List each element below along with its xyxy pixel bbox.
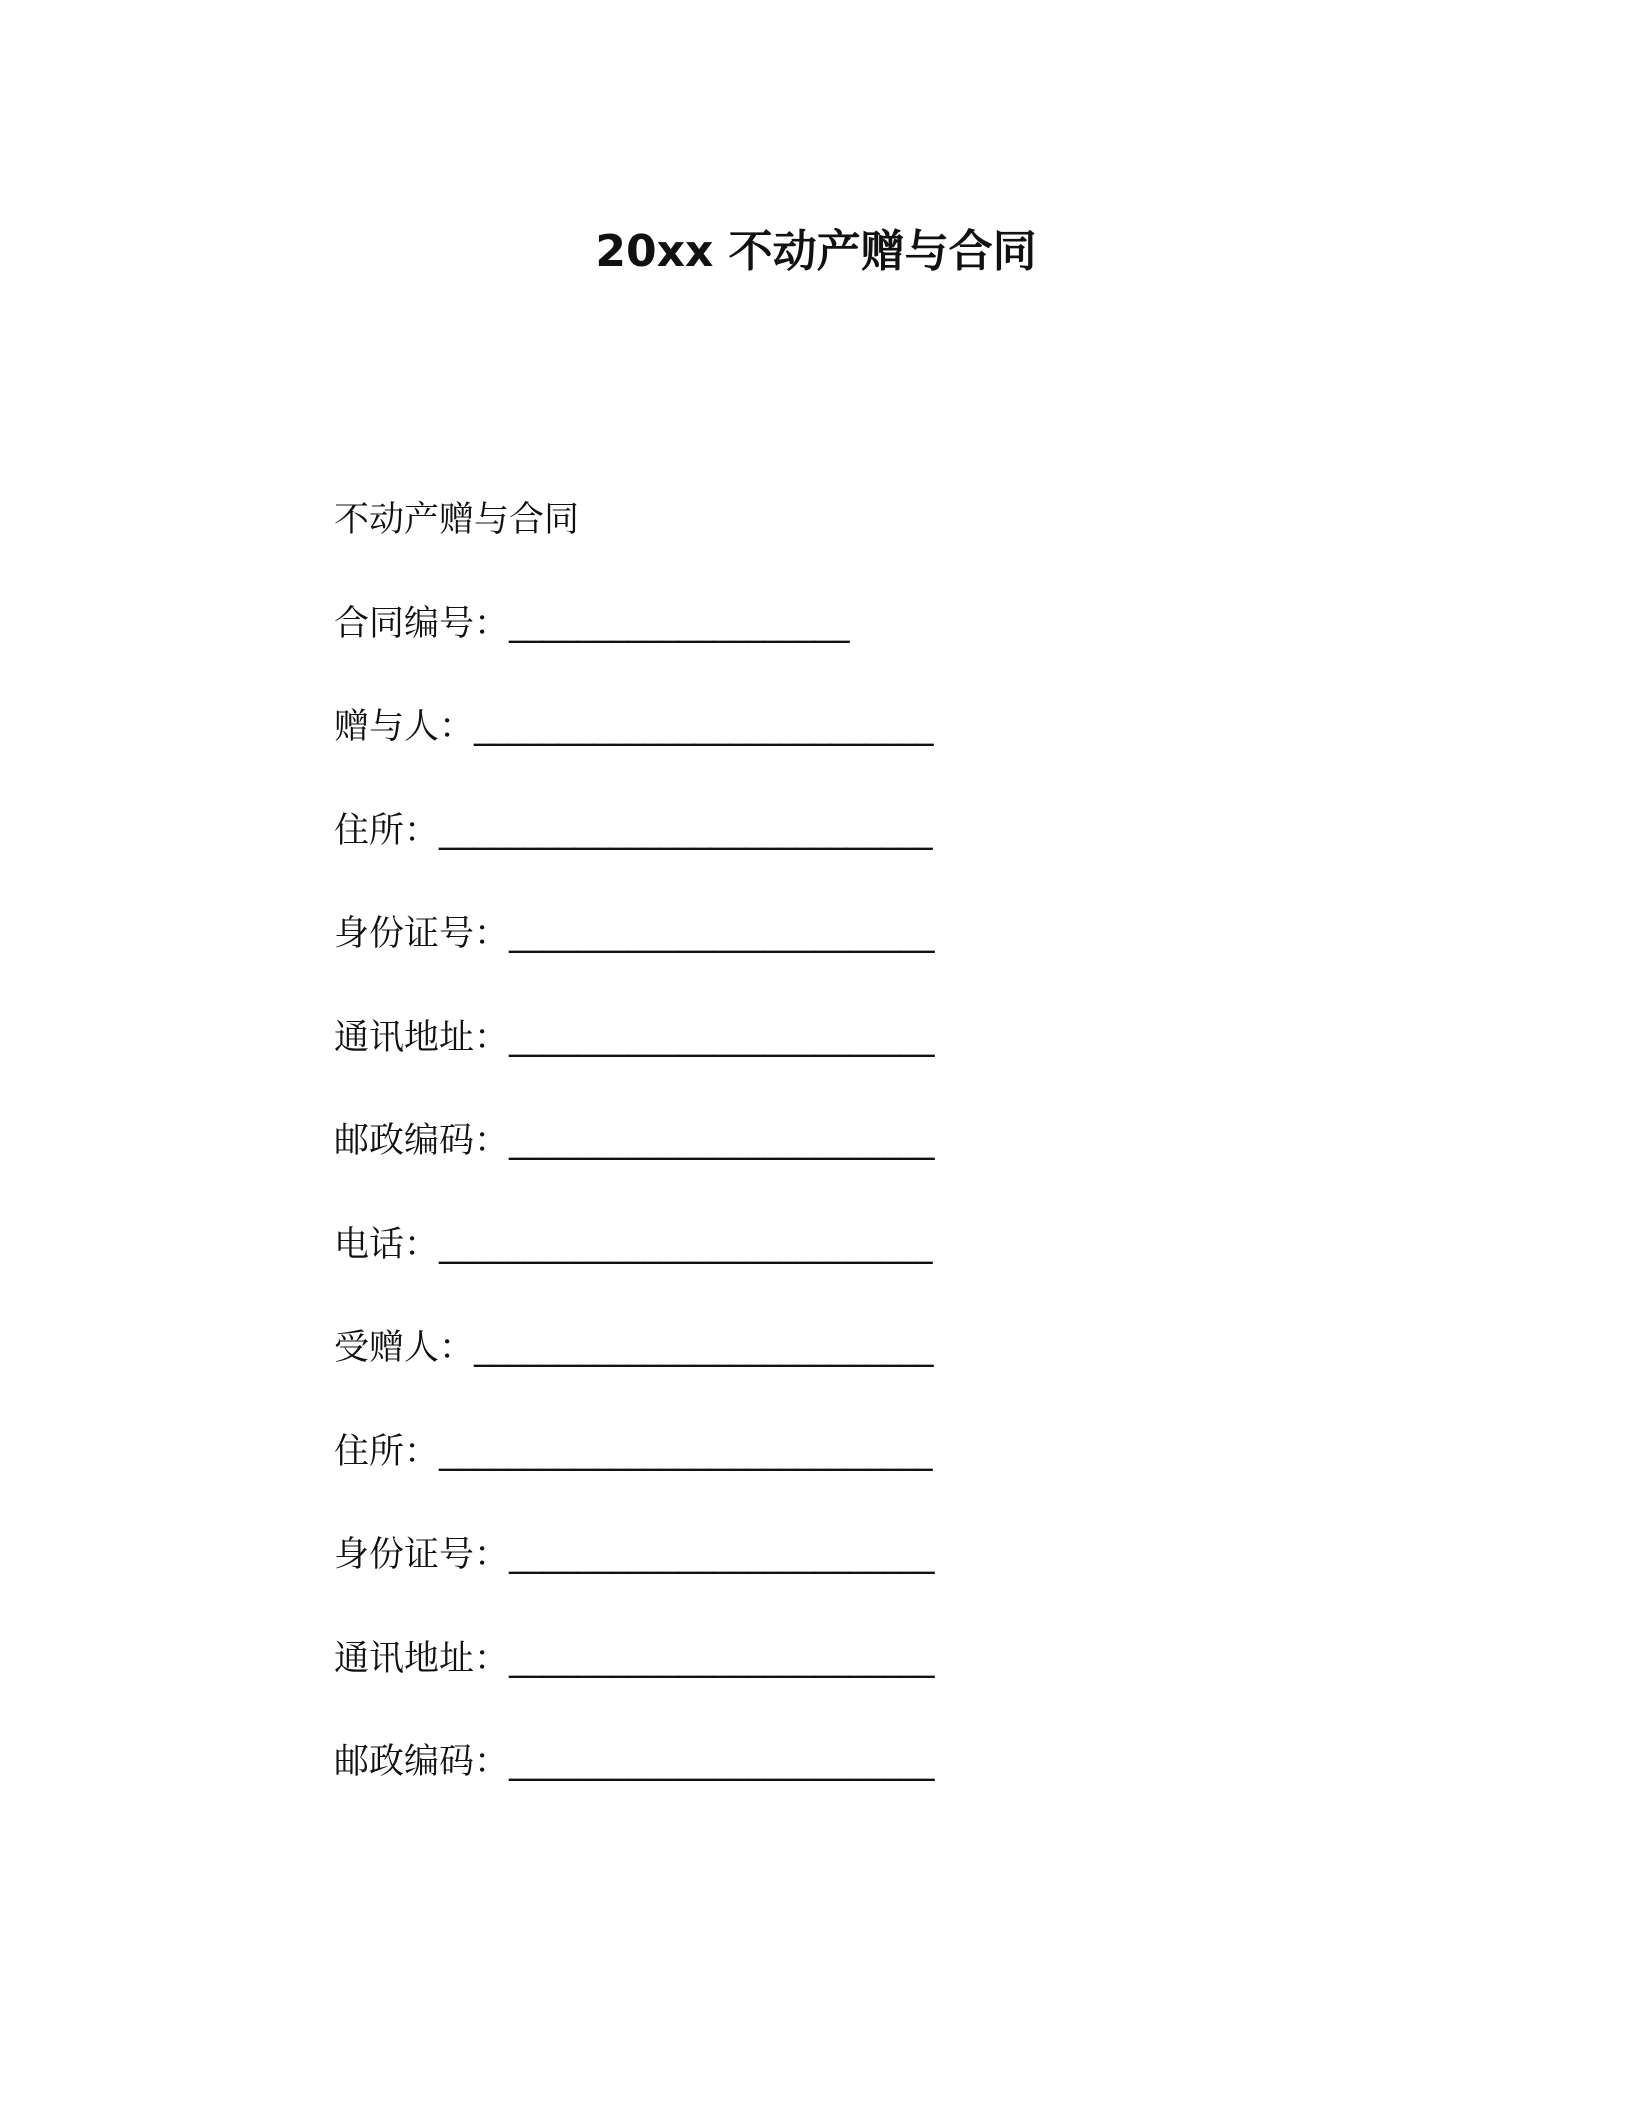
field-donor-mailing-address xyxy=(334,1013,1434,1117)
document-subtitle: 不动产赠与合同 xyxy=(334,500,580,540)
field-blank: _____________________________ xyxy=(439,810,933,851)
field-donee-id-number xyxy=(334,1530,1434,1634)
field-label: 住所： xyxy=(334,810,440,851)
field-donee-postal-code xyxy=(334,1737,1434,1841)
field-donor-postal-code xyxy=(334,1116,1434,1220)
field-label: 通讯地址： xyxy=(334,1638,510,1679)
field-label: 身份证号： xyxy=(334,1535,510,1575)
document-title: 20xx 不动产赠与合同 xyxy=(595,226,1037,277)
field-blank: _____________________________ xyxy=(439,1431,933,1472)
field-label: 受赠人： xyxy=(334,1328,475,1368)
field-blank: _________________________ xyxy=(509,1638,935,1679)
field-donee-mailing-address xyxy=(334,1634,1434,1738)
field-blank: _________________________ xyxy=(509,914,935,954)
field-donor-phone xyxy=(334,1220,1434,1324)
field-blank: ___________________________ xyxy=(474,707,934,747)
subtitle-line xyxy=(334,495,1434,599)
field-label: 通讯地址： xyxy=(334,1017,510,1058)
field-donor xyxy=(334,702,1434,806)
field-donor-id-number xyxy=(334,909,1434,1013)
field-label: 赠与人： xyxy=(334,707,475,747)
field-donee-residence xyxy=(334,1427,1434,1531)
field-label: 身份证号： xyxy=(334,914,510,954)
field-label: 邮政编码： xyxy=(334,1121,510,1161)
document-body xyxy=(334,495,1434,1841)
field-blank: ___________________________ xyxy=(474,1328,934,1368)
field-blank: _________________________ xyxy=(509,1121,935,1161)
field-contract-number xyxy=(334,599,1434,703)
field-donee xyxy=(334,1323,1434,1427)
field-blank: _________________________ xyxy=(509,1535,935,1575)
field-label: 住所： xyxy=(334,1431,440,1472)
field-blank: ____________________ xyxy=(509,603,850,644)
field-blank: _____________________________ xyxy=(439,1224,933,1265)
field-label: 邮政编码： xyxy=(334,1742,510,1782)
field-donor-residence xyxy=(334,806,1434,910)
field-blank: _________________________ xyxy=(509,1017,935,1058)
field-label: 合同编号： xyxy=(334,603,510,644)
field-blank: _________________________ xyxy=(509,1742,935,1782)
field-label: 电话： xyxy=(334,1224,440,1265)
